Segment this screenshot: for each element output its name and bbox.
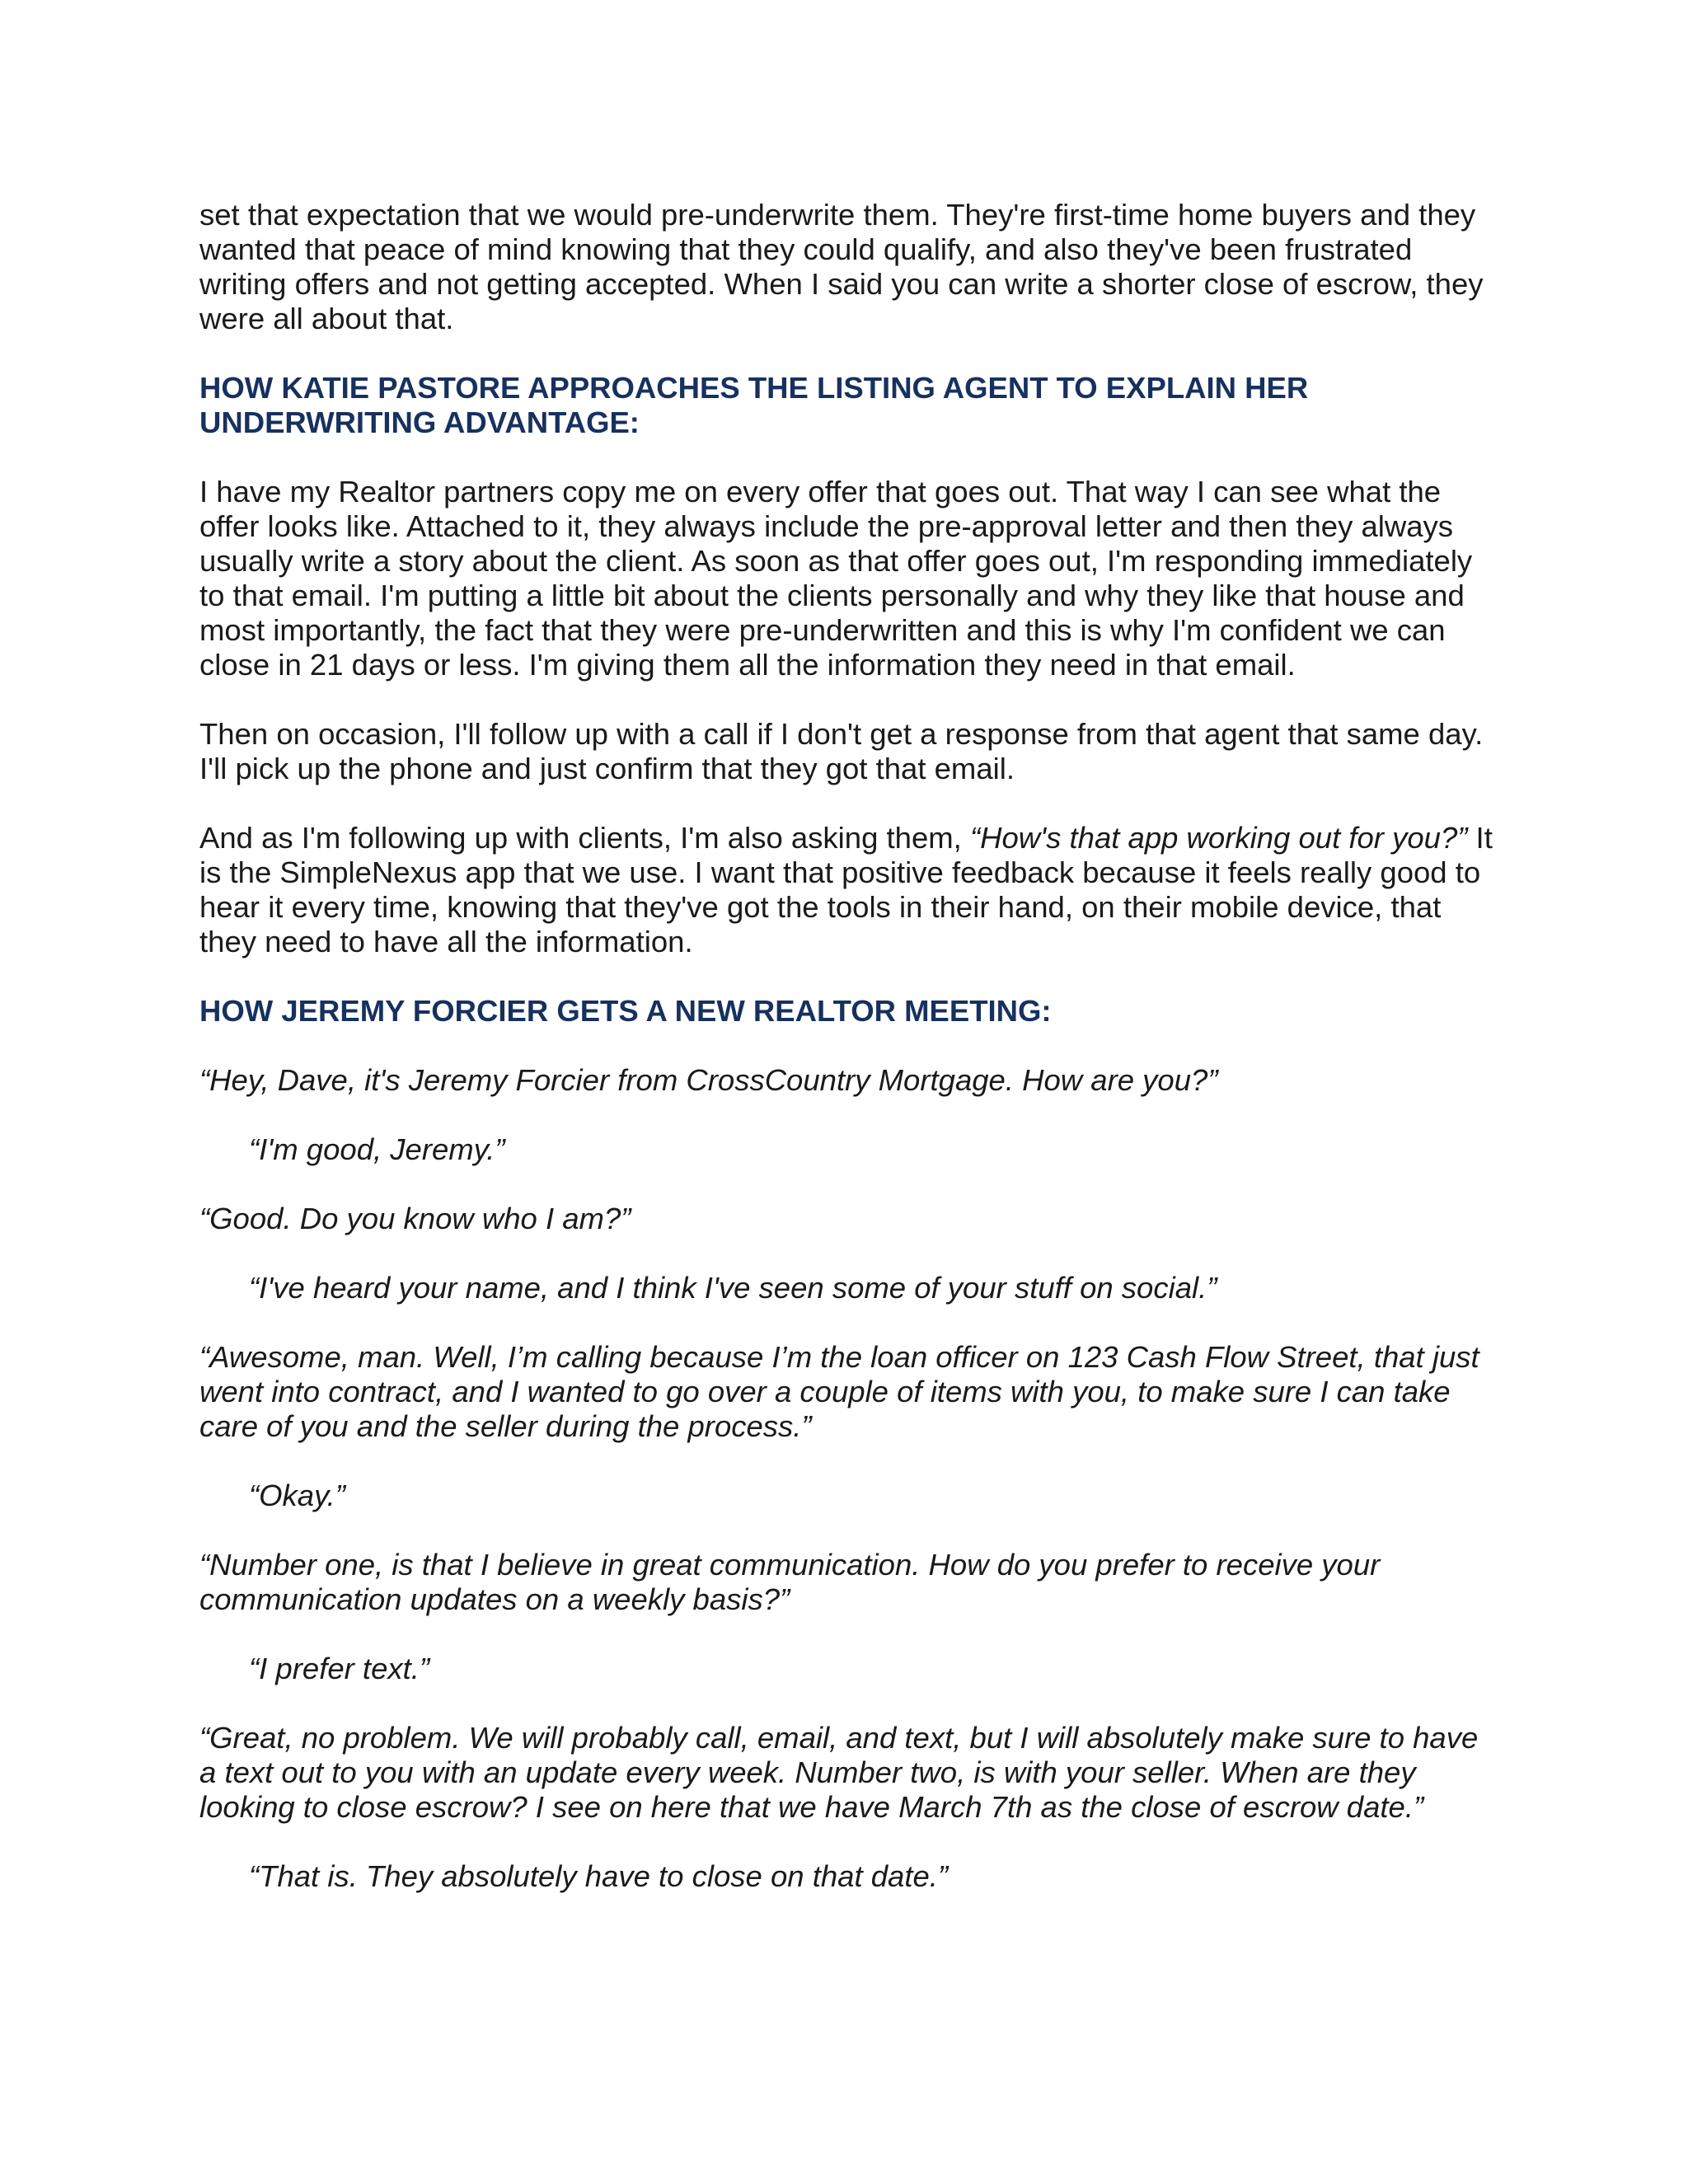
- katie-paragraph-app-feedback: [199, 821, 1502, 959]
- dialogue-realtor-reply: “I've heard your name, and I think I've seen some of your stuff on social.”: [249, 1271, 1217, 1305]
- dialogue-realtor-reply: “I prefer text.”: [249, 1652, 430, 1685]
- section-heading-katie-pastore: HOW KATIE PASTORE APPROACHES THE LISTING AGENT TO EXPLAIN HER UNDERWRITING ADVANTAGE:: [199, 371, 1309, 439]
- katie-paragraph-follow-up: Then on occasion, I'll follow up with a call if I don't get a response from that agent that same day. I'll pick up the phone and just confirm that they got that email.: [199, 717, 1484, 785]
- dialogue-realtor-reply: “Okay.”: [249, 1479, 345, 1512]
- section-heading-jeremy-forcier: HOW JEREMY FORCIER GETS A NEW REALTOR MEETING:: [199, 994, 1052, 1028]
- dialogue-loan-officer-line: “Number one, is that I believe in great communication. How do you prefer to receive your communication updates on a weekly basis?”: [199, 1548, 1381, 1616]
- katie-paragraph-offers: I have my Realtor partners copy me on every offer that goes out. That way I can see what the offer looks like. Attached to it, they always include the pre-approval letter and then they always usually write a story about the client. As soon as that offer goes out, I'm responding immediately to that email. I'm putting a little bit about the clients personally and why they like that house and most importantly, the fact that they were pre-underwritten and this is why I'm confident we can close in 21 days or less. I'm giving them all the information they need in that email.: [199, 475, 1473, 682]
- document-page: [199, 198, 1502, 1929]
- app-paragraph-end: It is the SimpleNexus app that we use. I want that positive feedback because it feels really good to hear it every time, knowing that they've got the tools in their hand, on their mobile device, that they need to have all the information.: [199, 821, 1493, 958]
- app-paragraph-start: And as I'm following up with clients, I'm also asking them,: [199, 821, 970, 855]
- intro-paragraph: set that expectation that we would pre-underwrite them. They're first-time home buyers and they wanted that peace of mind knowing that they could qualify, and also they've been frustrated writing offers and not getting accepted. When I said you can write a shorter close of escrow, they were all about that.: [199, 198, 1484, 335]
- dialogue-realtor-reply: “I'm good, Jeremy.”: [249, 1132, 505, 1166]
- dialogue-loan-officer-line: “Great, no problem. We will probably call, email, and text, but I will absolutely make sure to have a text out to you with an update every week. Number two, is with your seller. When are they looking to close escrow? I see on here that we have March 7th as the close of escrow date.”: [199, 1721, 1479, 1824]
- dialogue-realtor-reply: “That is. They absolutely have to close on that date.”: [249, 1859, 949, 1893]
- dialogue-loan-officer-line: “Awesome, man. Well, I’m calling because I’m the loan officer on 123 Cash Flow Street, that just went into contract, and I wanted to go over a couple of items with you, to make sure I can take care of you and the seller during the process.”: [199, 1340, 1479, 1443]
- dialogue-loan-officer-line: “Hey, Dave, it's Jeremy Forcier from CrossCountry Mortgage. How are you?”: [199, 1063, 1218, 1097]
- app-question-quote: “How's that app working out for you?”: [969, 821, 1468, 855]
- dialogue-loan-officer-line: “Good. Do you know who I am?”: [199, 1202, 631, 1235]
